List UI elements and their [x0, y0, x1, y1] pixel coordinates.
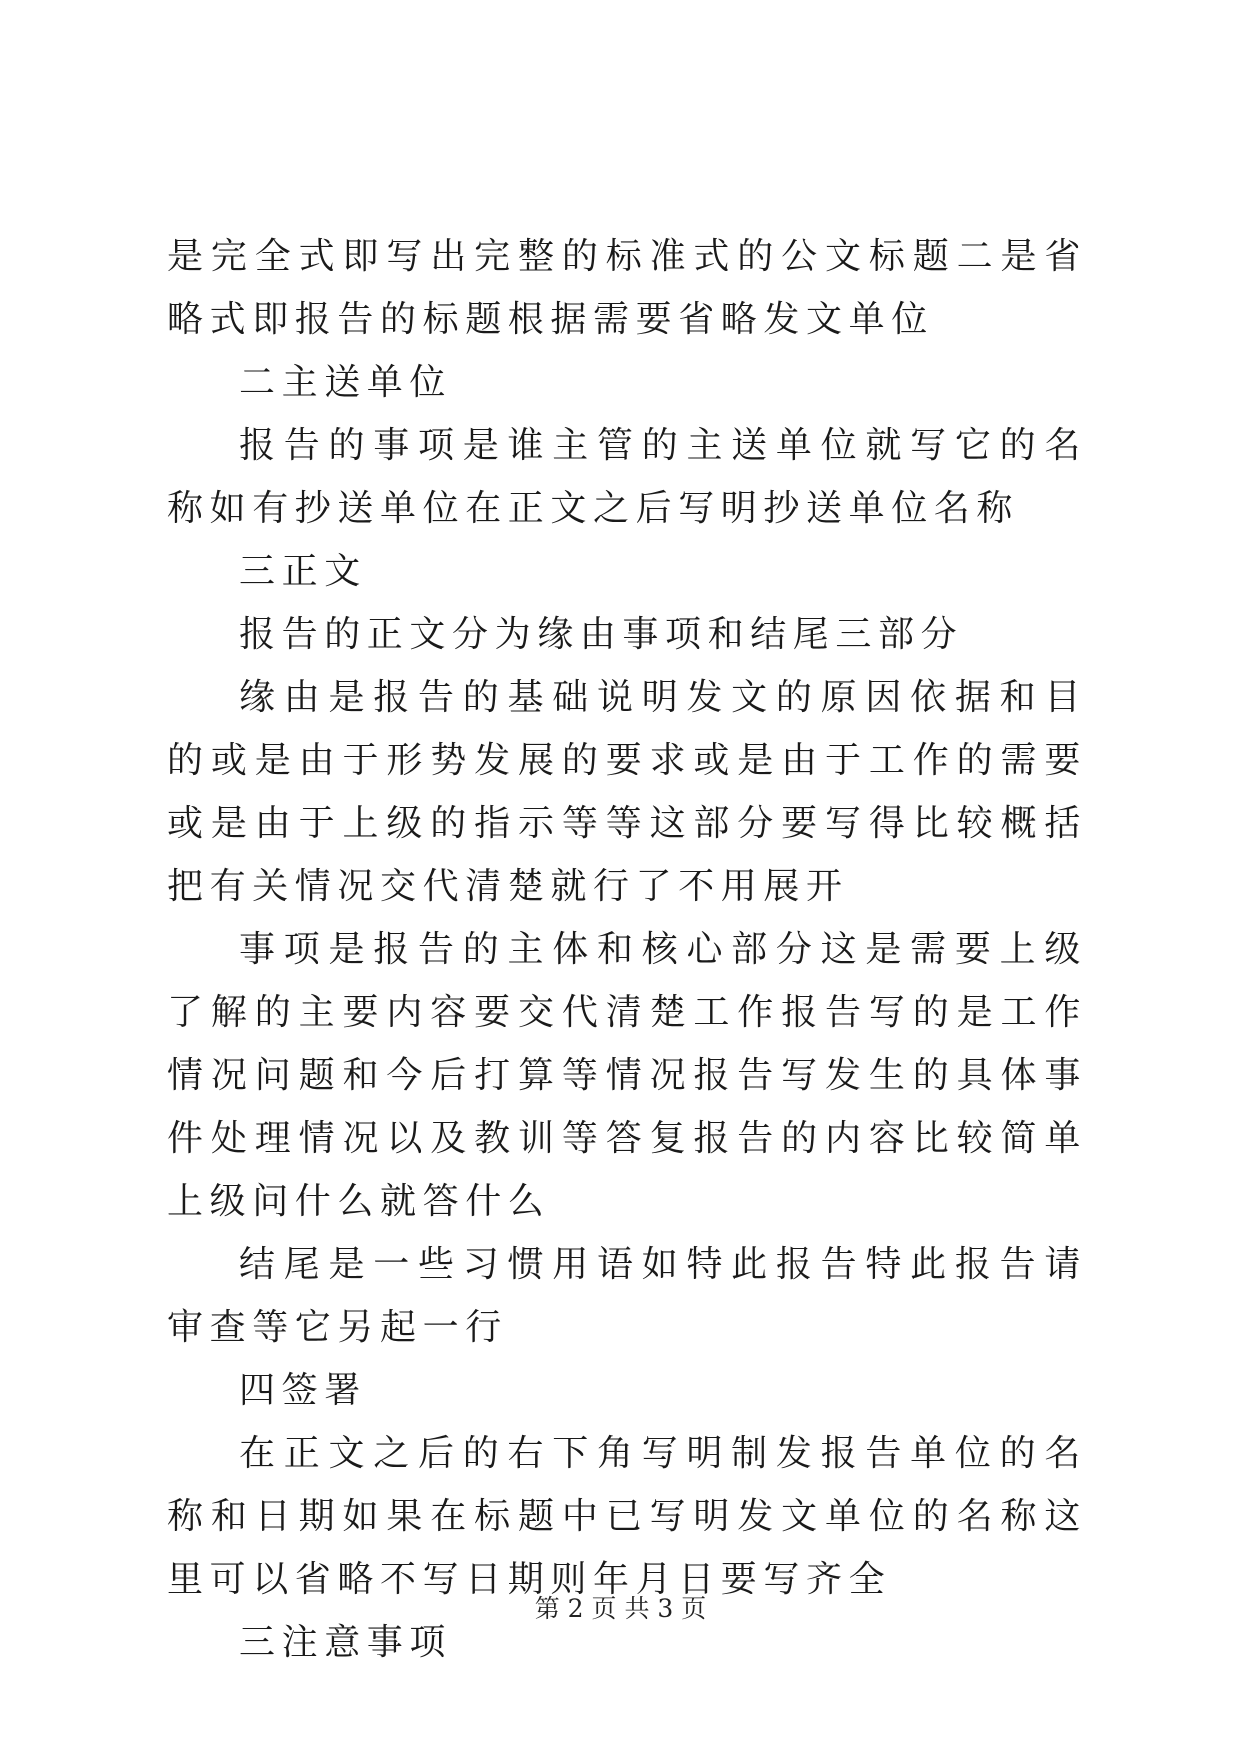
paragraph: 缘由是报告的基础说明发文的原因依据和目的或是由于形势发展的要求或是由于工作的需要或是由于上级的指示等等这部分要写得比较概括把有关情况交代清楚就行了不用展开 — [167, 677, 1087, 907]
section-heading: 二主送单位 — [239, 362, 453, 403]
paragraph: 结尾是一些习惯用语如特此报告特此报告请审查等它另起一行 — [167, 1244, 1087, 1348]
paragraph: 报告的事项是谁主管的主送单位就写它的名称如有抄送单位在正文之后写明抄送单位名称 — [167, 425, 1087, 529]
section-heading: 三正文 — [239, 551, 367, 592]
paragraph: 在正文之后的右下角写明制发报告单位的名称和日期如果在标题中已写明发文单位的名称这里可以省略不写日期则年月日要写齐全 — [167, 1433, 1087, 1600]
paragraph: 事项是报告的主体和核心部分这是需要上级了解的主要内容要交代清楚工作报告写的是工作情况问题和今后打算等情况报告写发生的具体事件处理情况以及教训等答复报告的内容比较简单上级问什么就答什么 — [167, 929, 1087, 1222]
section-heading: 三注意事项 — [239, 1622, 453, 1663]
document-body — [167, 225, 1087, 1674]
section-heading: 四签署 — [239, 1370, 367, 1411]
paragraph: 是完全式即写出完整的标准式的公文标题二是省略式即报告的标题根据需要省略发文单位 — [167, 236, 1087, 340]
paragraph: 报告的正文分为缘由事项和结尾三部分 — [239, 614, 964, 655]
page-number-footer: 第 2 页 共 3 页 — [534, 1594, 707, 1623]
